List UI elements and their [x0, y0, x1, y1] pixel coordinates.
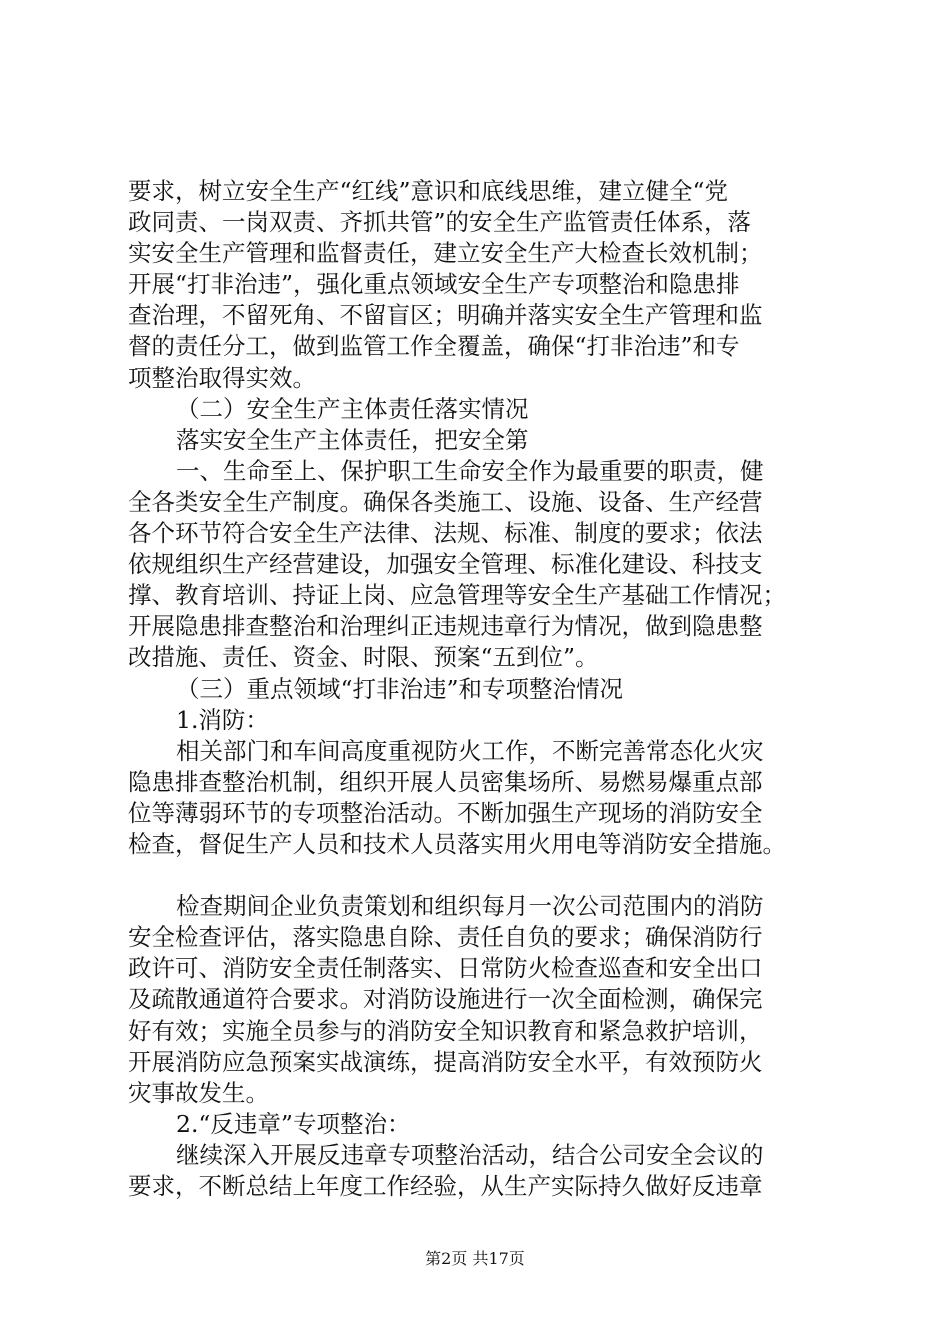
text-line: 灾事故发生。	[128, 1078, 269, 1107]
text-line: 位等薄弱环节的专项整治活动。不断加强生产现场的消防安全	[128, 798, 763, 827]
text-line: 依规组织生产经营建设，加强安全管理、标准化建设、科技支	[128, 550, 763, 579]
text-line: 开展隐患排查整治和治理纠正违规违章行为情况，做到隐患整	[128, 612, 763, 641]
text-line: 隐患排查整治机制，组织开展人员密集场所、易燃易爆重点部	[128, 767, 763, 796]
text-line: （二）安全生产主体责任落实情况	[176, 394, 529, 423]
text-line: 开展消防应急预案实战演练，提高消防安全水平，有效预防火	[128, 1047, 763, 1076]
text-line: 好有效；实施全员参与的消防安全知识教育和紧急救护培训，	[128, 1016, 763, 1045]
document-body	[128, 176, 838, 1202]
text-line: 各个环节符合安全生产法律、法规、标准、制度的要求；依法	[128, 519, 763, 548]
text-line: 查治理，不留死角、不留盲区；明确并落实安全生产管理和监	[128, 301, 763, 330]
text-line: 检查期间企业负责策划和组织每月一次公司范围内的消防	[176, 892, 764, 921]
text-line: 开展“打非治违”，强化重点领域安全生产专项整治和隐患排	[128, 270, 740, 299]
text-line: 及疏散通道符合要求。对消防设施进行一次全面检测，确保完	[128, 985, 763, 1014]
text-line: 实安全生产管理和监督责任，建立安全生产大检查长效机制；	[128, 239, 763, 268]
text-line: 撑、教育培训、持证上岗、应急管理等安全生产基础工作情况；	[128, 581, 786, 610]
text-line: 改措施、责任、资金、时限、预案“五到位”。	[128, 643, 599, 672]
text-line: 一、生命至上、保护职工生命安全作为最重要的职责，健	[176, 456, 764, 485]
text-line: 安全检查评估，落实隐患自除、责任自负的要求；确保消防行	[128, 923, 763, 952]
text-line: 政同责、一岗双责、齐抓共管”的安全生产监管责任体系，落	[128, 208, 752, 237]
text-line: 全各类安全生产制度。确保各类施工、设施、设备、生产经营	[128, 487, 763, 516]
text-line: 项整治取得实效。	[128, 363, 316, 392]
text-line: 检查，督促生产人员和技术人员落实用火用电等消防安全措施。	[128, 829, 786, 858]
blank-line	[128, 860, 838, 891]
text-line: 督的责任分工，做到监管工作全覆盖，确保“打非治违”和专	[128, 332, 740, 361]
text-line: 要求，不断总结上年度工作经验，从生产实际持久做好反违章	[128, 1172, 763, 1200]
text-line: 1.消防：	[176, 705, 269, 734]
text-line: 相关部门和车间高度重视防火工作，不断完善常态化火灾	[176, 736, 764, 765]
text-line: 要求，树立安全生产“红线”意识和底线思维，建立健全“党	[128, 177, 729, 205]
page-footer: 第2页 共17页	[425, 1249, 525, 1268]
text-line: （三）重点领域“打非治违”和专项整治情况	[176, 674, 624, 703]
text-line: 2.“反违章”专项整治：	[176, 1109, 411, 1138]
text-line: 继续深入开展反违章专项整治活动，结合公司安全会议的	[176, 1140, 764, 1169]
text-line: 落实安全生产主体责任，把安全第	[176, 425, 529, 454]
text-line: 政许可、消防安全责任制落实、日常防火检查巡查和安全出口	[128, 954, 763, 983]
